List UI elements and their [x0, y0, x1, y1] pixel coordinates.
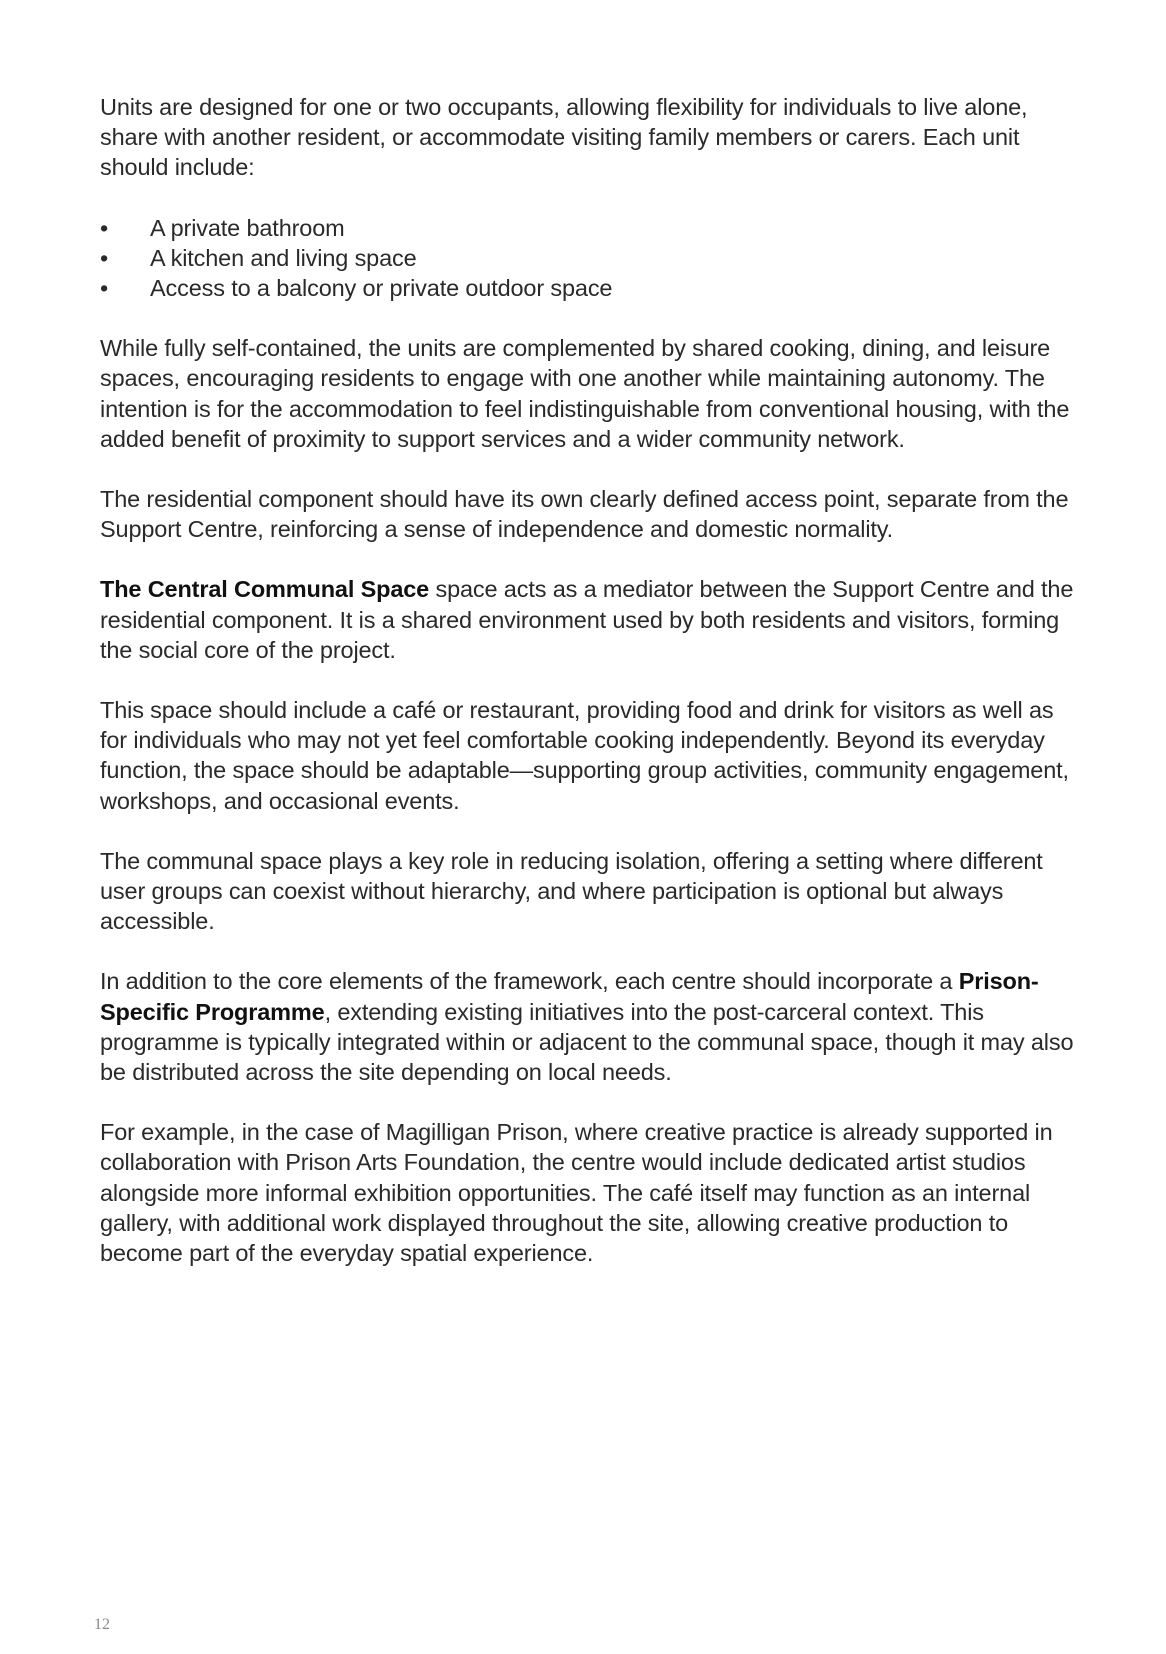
prison-programme-paragraph — [100, 966, 1080, 1087]
intro-paragraph: Units are designed for one or two occupants, allowing flexibility for individuals to live alone, share with another resident, or accommodate visiting family members or carers. Each unit should include: — [100, 94, 1028, 181]
unit-features-list — [100, 213, 1080, 304]
cafe-paragraph: This space should include a café or restaurant, providing food and drink for visitors as well as for individuals who may not yet feel comfortable cooking independently. Beyond its everyday function, the space should be adaptable—supporting group activities, community engagement, workshops, and occasional events. — [100, 697, 1069, 814]
prison-programme-text-before: In addition to the core elements of the framework, each centre should incorporate a — [100, 968, 959, 995]
list-item-text: Access to a balcony or private outdoor space — [150, 275, 613, 302]
list-item-text: A private bathroom — [150, 214, 345, 241]
isolation-paragraph: The communal space plays a key role in reducing isolation, offering a setting where different user groups can coexist without hierarchy, and where participation is optional but always accessible. — [100, 847, 1043, 935]
communal-space-text: space acts as a mediator between the Support Centre and the residential component. It is a shared environment used by both residents and visitors, forming the social core of the project. — [100, 576, 1074, 663]
access-paragraph: The residential component should have its own clearly defined access point, separate from the Support Centre, reinforcing a sense of independence and domestic normality. — [100, 486, 1069, 543]
bullet-icon: • — [100, 214, 109, 241]
communal-space-heading: The Central Communal Space — [100, 576, 430, 603]
list-item — [100, 273, 1080, 303]
list-item — [100, 213, 1080, 243]
communal-space-paragraph — [100, 574, 1080, 665]
bullet-icon: • — [100, 244, 109, 271]
list-item — [100, 243, 1080, 273]
prison-programme-heading: Prison-Specific Programme — [100, 968, 1039, 1025]
self-contained-paragraph: While fully self-contained, the units are complemented by shared cooking, dining, and leisure spaces, encouraging residents to engage with one another while maintaining autonomy. The intention is for the accommodation to feel indistinguishable from conventional housing, with the added benefit of proximity to support services and a wider community network. — [100, 335, 1070, 452]
page-number: 12 — [94, 1616, 110, 1633]
example-paragraph: For example, in the case of Magilligan Prison, where creative practice is already supported in collaboration with Prison Arts Foundation, the centre would include dedicated artist studios alongside more informal exhibition opportunities. The café itself may function as an internal gallery, with additional work displayed throughout the site, allowing creative production to become part of the everyday spatial experience. — [100, 1119, 1053, 1267]
prison-programme-text-after: , extending existing initiatives into the post-carceral context. This programme is typically integrated within or adjacent to the communal space, though it may also be distributed across the site depending on local needs. — [100, 998, 1074, 1086]
bullet-icon: • — [100, 275, 109, 302]
list-item-text: A kitchen and living space — [150, 244, 417, 271]
body-text — [100, 92, 1080, 1298]
